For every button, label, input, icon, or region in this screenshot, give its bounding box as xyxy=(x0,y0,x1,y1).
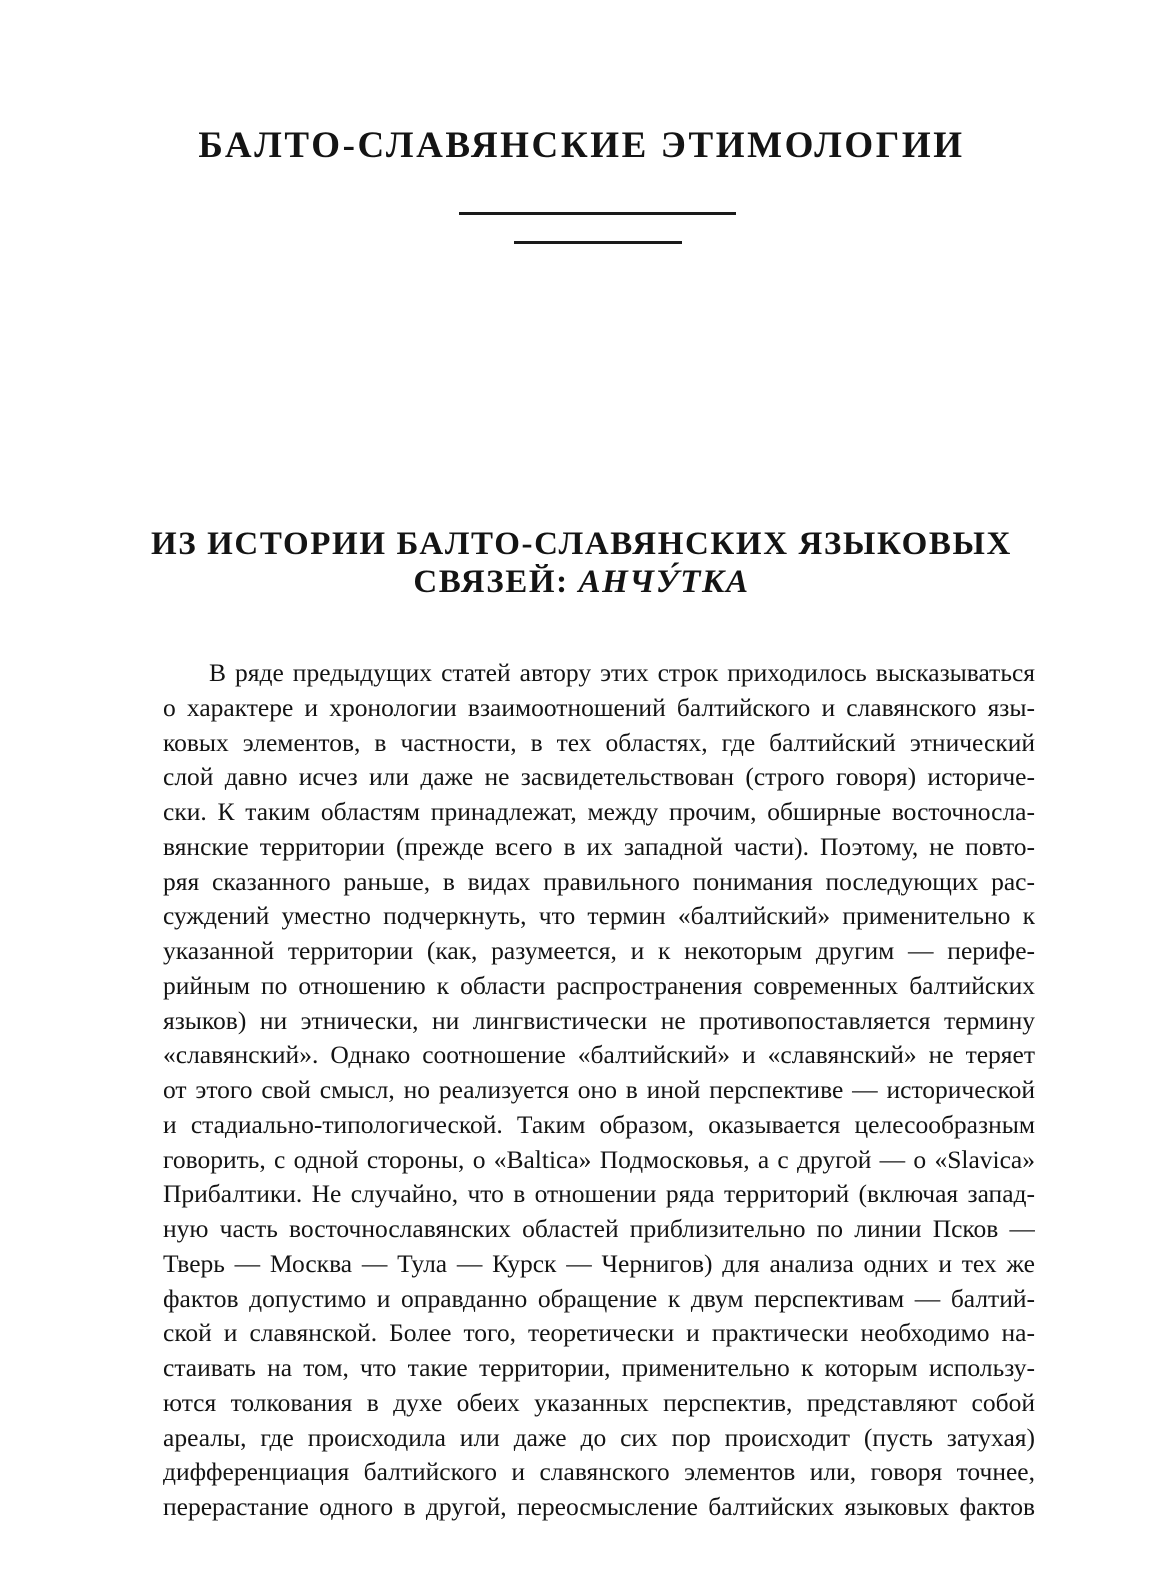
paragraph-line: указанной территории (как, разумеется, и к некоторым другим — перифе- xyxy=(163,936,1035,965)
paragraph-line: ную часть восточнославянских областей приблизительно по линии Псков — xyxy=(163,1214,1035,1243)
article-paragraph xyxy=(163,656,1035,1525)
paragraph-line: Прибалтики. Не случайно, что в отношении ряда территорий (включая запад- xyxy=(163,1179,1035,1209)
paragraph-line: говорить, с одной стороны, о «Baltica» Подмосковья, а с другой — о «Slavica» xyxy=(163,1144,1035,1174)
paragraph-line: В ряде предыдущих статей автору этих строк приходилось высказываться xyxy=(209,658,1035,687)
paragraph-line: ковых элементов, в частности, в тех областях, где балтийский этнический xyxy=(163,727,1035,757)
paragraph-line: ареалы, где происходила или даже до сих пор происходит (пусть затухая) xyxy=(163,1422,1035,1452)
paragraph-line: ряя сказанного раньше, в видах правильного понимания последующих рас- xyxy=(163,866,1035,896)
paragraph-line: вянские территории (прежде всего в их западной части). Поэтому, не повто- xyxy=(163,831,1035,861)
paragraph-line: перерастание одного в другой, переосмысление балтийских языковых фактов xyxy=(163,1492,1035,1521)
heading-rule-top xyxy=(459,212,736,215)
paragraph-line: языков) ни этнически, ни лингвистически не противопоставляется термину xyxy=(163,1005,1035,1035)
article-title-prefix: СВЯЗЕЙ: xyxy=(413,564,579,600)
article-title xyxy=(0,525,1163,601)
heading-rule-bottom xyxy=(514,241,682,244)
paragraph-line: ски. К таким областям принадлежат, между прочим, обширные восточносла- xyxy=(163,797,1035,826)
article-title-line-1: ИЗ ИСТОРИИ БАЛТО-СЛАВЯНСКИХ ЯЗЫКОВЫХ xyxy=(151,526,1012,562)
paragraph-line: ской и славянской. Более того, теоретически и практически необходимо на- xyxy=(163,1318,1035,1348)
paragraph-line: фактов допустимо и оправданно обращение к двум перспективам — балтий- xyxy=(163,1283,1035,1313)
paragraph-line: о характере и хронологии взаимоотношений балтийского и славянского язы- xyxy=(163,692,1035,722)
paragraph-line: Тверь — Москва — Тула — Курск — Чернигов) для анализа одних и тех же xyxy=(163,1248,1035,1278)
section-heading: БАЛТО-СЛАВЯНСКИЕ ЭТИМОЛОГИИ xyxy=(198,125,965,166)
paragraph-line: рийным по отношению к области распространения современных балтийских xyxy=(163,970,1035,1000)
article-title-keyword: АНЧУ́ТКА xyxy=(578,564,750,600)
paragraph-line: «славянский». Однако соотношение «балтийский» и «славянский» не теряет xyxy=(163,1040,1035,1070)
paragraph-line: суждений уместно подчеркнуть, что термин «балтийский» применительно к xyxy=(163,901,1035,931)
article-title-line-2 xyxy=(0,563,1163,601)
paragraph-line: дифференциация балтийского и славянского элементов или, говоря точнее, xyxy=(163,1457,1035,1487)
paragraph-line: стаивать на том, что такие территории, применительно к которым использу- xyxy=(163,1353,1035,1382)
paragraph-line: от этого свой смысл, но реализуется оно в иной перспективе — исторической xyxy=(163,1075,1035,1104)
paragraph-line: слой давно исчез или даже не засвидетельствован (строго говоря) историче- xyxy=(163,762,1035,792)
paragraph-line: и стадиально-типологической. Таким образом, оказывается целесообразным xyxy=(163,1109,1035,1139)
paragraph-line: ются толкования в духе обеих указанных перспектив, представляют собой xyxy=(163,1387,1035,1417)
